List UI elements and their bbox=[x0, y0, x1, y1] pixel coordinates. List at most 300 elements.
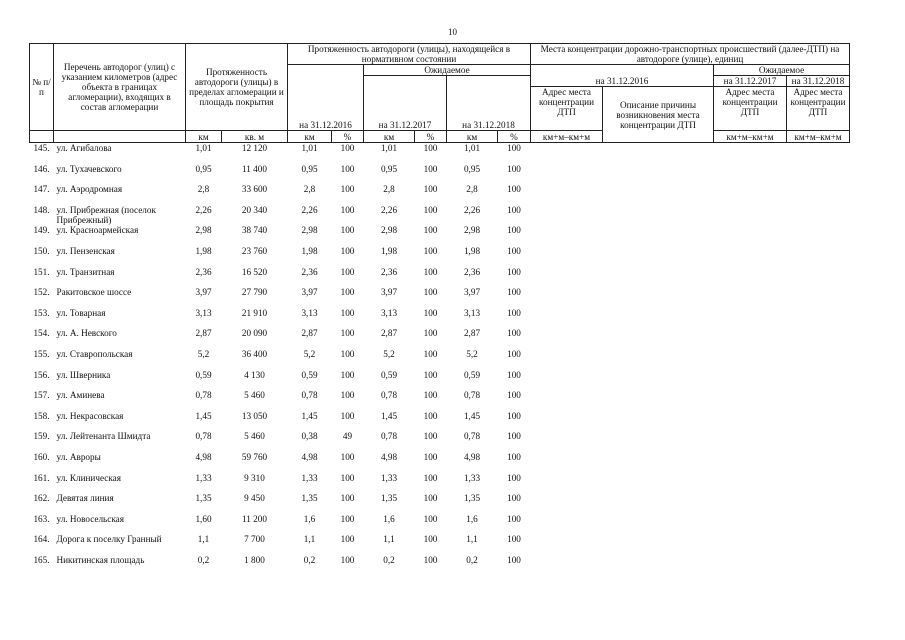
area-sqm: 7 700 bbox=[244, 534, 265, 545]
road-name: ул. Пензенская bbox=[56, 245, 115, 256]
pct-2016: 100 bbox=[340, 225, 355, 236]
row-number: 155. bbox=[33, 348, 50, 359]
dtp-empty-cell bbox=[787, 287, 850, 308]
km-2017: 1,33 bbox=[380, 472, 398, 483]
pct-2018: 100 bbox=[507, 513, 521, 524]
km-2016: 1,35 bbox=[301, 493, 318, 504]
dtp-empty-cell bbox=[714, 246, 787, 267]
area-sqm: 38 740 bbox=[241, 225, 268, 236]
km-2016: 1,98 bbox=[301, 245, 318, 256]
header-dtp-2018: на 31.12.2018 bbox=[787, 76, 850, 87]
unit-empty-num bbox=[30, 131, 54, 143]
pct-2016: 100 bbox=[340, 410, 355, 421]
area-sqm: 20 090 bbox=[241, 328, 268, 339]
pct-2017: 100 bbox=[423, 369, 438, 380]
dtp-empty-cell bbox=[603, 143, 714, 164]
road-name: Девятая линия bbox=[56, 493, 114, 504]
road-name: ул. Транзитная bbox=[56, 266, 115, 277]
area-sqm: 11 200 bbox=[242, 513, 267, 524]
header-norm-expected: Ожидаемое bbox=[364, 65, 531, 76]
pct-2017: 100 bbox=[423, 472, 438, 483]
pct-2018: 100 bbox=[507, 554, 521, 565]
pct-2018: 100 bbox=[507, 225, 521, 236]
row-number: 157. bbox=[33, 390, 50, 401]
table-row bbox=[30, 308, 850, 329]
pct-2018: 100 bbox=[507, 204, 521, 215]
table-row bbox=[30, 493, 850, 514]
km-2018: 3,13 bbox=[463, 307, 481, 318]
area-sqm: 9 450 bbox=[244, 493, 265, 504]
table-row bbox=[30, 431, 850, 452]
area-sqm: 13 050 bbox=[241, 410, 268, 421]
km-2016: 0,2 bbox=[303, 554, 316, 565]
road-name: ул. Лейтенанта Шмидта bbox=[56, 431, 151, 442]
dtp-empty-cell bbox=[531, 534, 603, 555]
dtp-empty-cell bbox=[714, 143, 787, 164]
area-sqm: 5 460 bbox=[244, 431, 265, 442]
dtp-empty-cell bbox=[603, 534, 714, 555]
length-km: 0,78 bbox=[195, 390, 212, 401]
table-body bbox=[30, 143, 850, 576]
dtp-empty-cell bbox=[787, 143, 850, 164]
dtp-empty-cell bbox=[531, 493, 603, 514]
row-number: 147. bbox=[33, 184, 50, 195]
km-2018: 0,78 bbox=[463, 431, 481, 442]
unit-km-2017: км bbox=[364, 131, 415, 143]
pct-2018: 100 bbox=[507, 431, 521, 442]
dtp-empty-cell bbox=[714, 205, 787, 226]
dtp-empty-cell bbox=[787, 411, 850, 432]
dtp-empty-cell bbox=[787, 267, 850, 288]
km-2017: 2,87 bbox=[380, 328, 398, 339]
dtp-empty-cell bbox=[787, 555, 850, 576]
pct-2016: 100 bbox=[340, 513, 355, 524]
pct-2017: 100 bbox=[423, 493, 438, 504]
table-row bbox=[30, 184, 850, 205]
km-2016: 3,13 bbox=[301, 307, 318, 318]
dtp-empty-cell bbox=[603, 164, 714, 185]
table-row bbox=[30, 390, 850, 411]
unit-range-2018: км+м–км+м bbox=[787, 131, 850, 143]
pct-2018: 100 bbox=[507, 493, 521, 504]
road-name: Ракитовское шоссе bbox=[56, 287, 132, 298]
pct-2018: 100 bbox=[507, 369, 521, 380]
dtp-empty-cell bbox=[603, 555, 714, 576]
header-dtp-address-2016: Адрес места концентрации ДТП bbox=[531, 87, 603, 131]
pct-2016: 100 bbox=[340, 493, 355, 504]
dtp-empty-cell bbox=[603, 225, 714, 246]
header-norm-2016: на 31.12.2016 bbox=[288, 65, 364, 131]
area-sqm: 23 760 bbox=[241, 245, 268, 256]
dtp-empty-cell bbox=[787, 473, 850, 494]
table-row bbox=[30, 287, 850, 308]
dtp-empty-cell bbox=[531, 452, 603, 473]
km-2017: 1,1 bbox=[383, 534, 395, 545]
dtp-empty-cell bbox=[531, 431, 603, 452]
dtp-empty-cell bbox=[603, 411, 714, 432]
pct-2018: 100 bbox=[507, 472, 521, 483]
table-row bbox=[30, 534, 850, 555]
km-2016: 0,38 bbox=[301, 431, 318, 442]
pct-2017: 100 bbox=[423, 554, 438, 565]
pct-2017: 100 bbox=[423, 348, 438, 359]
km-2018: 0,78 bbox=[463, 390, 481, 401]
km-2018: 2,36 bbox=[463, 266, 481, 277]
pct-2018: 100 bbox=[507, 143, 521, 153]
length-km: 5,2 bbox=[197, 348, 210, 359]
length-km: 3,97 bbox=[195, 287, 212, 298]
pct-2017: 100 bbox=[423, 410, 438, 421]
dtp-empty-cell bbox=[531, 349, 603, 370]
length-km: 1,45 bbox=[195, 410, 212, 421]
pct-2016: 100 bbox=[340, 369, 355, 380]
km-2016: 5,2 bbox=[303, 348, 316, 359]
pct-2018: 100 bbox=[507, 348, 521, 359]
length-km: 3,13 bbox=[195, 307, 212, 318]
km-2017: 1,98 bbox=[380, 245, 398, 256]
length-km: 1,60 bbox=[195, 513, 212, 524]
km-2018: 2,87 bbox=[463, 328, 481, 339]
unit-km-2016: км bbox=[288, 131, 332, 143]
dtp-empty-cell bbox=[603, 328, 714, 349]
pct-2018: 100 bbox=[507, 328, 521, 339]
road-name: ул. Аминева bbox=[56, 390, 105, 401]
pct-2018: 100 bbox=[507, 266, 521, 277]
pct-2016: 100 bbox=[340, 390, 355, 401]
km-2018: 0,95 bbox=[463, 163, 481, 174]
pct-2018: 100 bbox=[507, 410, 521, 421]
pct-2018: 100 bbox=[507, 534, 521, 545]
dtp-empty-cell bbox=[714, 452, 787, 473]
dtp-empty-cell bbox=[787, 184, 850, 205]
header-dtp: Места концентрации дорожно-транспортных происшествий (далее-ДТП) на автодороге (улице), единиц bbox=[531, 44, 850, 65]
pct-2017: 100 bbox=[423, 390, 438, 401]
km-2016: 0,78 bbox=[301, 390, 318, 401]
dtp-empty-cell bbox=[603, 308, 714, 329]
dtp-empty-cell bbox=[531, 143, 603, 164]
dtp-empty-cell bbox=[603, 452, 714, 473]
dtp-empty-cell bbox=[787, 164, 850, 185]
km-2016: 1,45 bbox=[301, 410, 318, 421]
area-sqm: 12 120 bbox=[241, 143, 268, 153]
km-2018: 1,98 bbox=[463, 245, 481, 256]
km-2017: 2,98 bbox=[380, 225, 398, 236]
road-name: Никитинская площадь bbox=[56, 554, 145, 565]
table-row bbox=[30, 514, 850, 535]
km-2018: 1,33 bbox=[463, 472, 481, 483]
pct-2017: 100 bbox=[423, 184, 438, 195]
dtp-empty-cell bbox=[714, 534, 787, 555]
table-row bbox=[30, 473, 850, 494]
row-number: 154. bbox=[33, 328, 50, 339]
length-km: 2,98 bbox=[195, 225, 212, 236]
pct-2016: 100 bbox=[340, 554, 355, 565]
pct-2018: 100 bbox=[507, 245, 521, 256]
km-2017: 5,2 bbox=[383, 348, 395, 359]
length-km: 0,95 bbox=[195, 163, 212, 174]
pct-2016: 100 bbox=[340, 451, 355, 462]
table-row bbox=[30, 370, 850, 391]
road-name: ул. Новосельская bbox=[56, 513, 124, 524]
area-sqm: 33 600 bbox=[241, 184, 268, 195]
pct-2018: 100 bbox=[507, 287, 521, 298]
header-length: Протяженность автодороги (улицы) в пределах агломерации и площадь покрытия bbox=[186, 44, 288, 131]
km-2017: 0,78 bbox=[380, 431, 398, 442]
road-name: ул. Тухачевского bbox=[56, 163, 122, 174]
road-name: ул. Аэродромная bbox=[56, 184, 123, 195]
dtp-empty-cell bbox=[714, 328, 787, 349]
km-2018: 1,01 bbox=[463, 143, 481, 153]
road-name: ул. Некрасовская bbox=[56, 410, 124, 421]
header-dtp-address-2018: Адрес места концентрации ДТП bbox=[787, 87, 850, 131]
km-2017: 1,45 bbox=[380, 410, 398, 421]
area-sqm: 5 460 bbox=[244, 390, 265, 401]
km-2018: 0,59 bbox=[463, 369, 481, 380]
dtp-empty-cell bbox=[603, 473, 714, 494]
km-2017: 2,36 bbox=[380, 266, 398, 277]
pct-2017: 100 bbox=[423, 513, 438, 524]
km-2018: 5,2 bbox=[466, 348, 478, 359]
km-2016: 3,97 bbox=[301, 287, 318, 298]
km-2017: 0,59 bbox=[380, 369, 398, 380]
row-number: 163. bbox=[33, 513, 50, 524]
dtp-empty-cell bbox=[531, 164, 603, 185]
table-row bbox=[30, 411, 850, 432]
km-2018: 3,97 bbox=[463, 287, 481, 298]
table-row bbox=[30, 267, 850, 288]
row-number: 146. bbox=[33, 163, 50, 174]
table-row bbox=[30, 225, 850, 246]
area-sqm: 36 400 bbox=[241, 348, 268, 359]
pct-2018: 100 bbox=[507, 307, 521, 318]
unit-range-2017: км+м–км+м bbox=[714, 131, 787, 143]
km-2018: 1,1 bbox=[466, 534, 478, 545]
dtp-empty-cell bbox=[714, 370, 787, 391]
km-2018: 1,45 bbox=[463, 410, 481, 421]
pct-2017: 100 bbox=[423, 163, 438, 174]
km-2017: 1,01 bbox=[380, 143, 398, 153]
length-km: 2,87 bbox=[195, 328, 212, 339]
dtp-empty-cell bbox=[787, 431, 850, 452]
dtp-empty-cell bbox=[714, 390, 787, 411]
area-sqm: 27 790 bbox=[241, 287, 268, 298]
km-2018: 0,2 bbox=[466, 554, 478, 565]
km-2016: 2,8 bbox=[303, 184, 316, 195]
km-2016: 4,98 bbox=[301, 451, 318, 462]
pct-2016: 100 bbox=[340, 287, 355, 298]
table-row bbox=[30, 143, 850, 164]
dtp-empty-cell bbox=[531, 370, 603, 391]
header-dtp-address-2017: Адрес места концентрации ДТП bbox=[714, 87, 787, 131]
dtp-empty-cell bbox=[714, 267, 787, 288]
dtp-empty-cell bbox=[787, 225, 850, 246]
dtp-empty-cell bbox=[531, 555, 603, 576]
pct-2016: 100 bbox=[340, 184, 355, 195]
dtp-empty-cell bbox=[714, 411, 787, 432]
length-km: 0,78 bbox=[195, 431, 212, 442]
length-km: 1,01 bbox=[195, 143, 212, 153]
dtp-empty-cell bbox=[531, 390, 603, 411]
km-2017: 0,78 bbox=[380, 390, 398, 401]
dtp-empty-cell bbox=[531, 287, 603, 308]
dtp-empty-cell bbox=[603, 390, 714, 411]
row-number: 152. bbox=[33, 287, 50, 298]
table-row bbox=[30, 328, 850, 349]
dtp-empty-cell bbox=[531, 267, 603, 288]
km-2018: 2,98 bbox=[463, 225, 481, 236]
road-name: ул. А. Невского bbox=[56, 328, 117, 339]
roads-table bbox=[29, 43, 850, 575]
road-name: ул. Товарная bbox=[56, 307, 106, 318]
dtp-empty-cell bbox=[787, 493, 850, 514]
pct-2016: 49 bbox=[342, 431, 353, 442]
unit-range-2016: км+м–км+м bbox=[531, 131, 603, 143]
dtp-empty-cell bbox=[531, 205, 603, 226]
pct-2017: 100 bbox=[423, 266, 438, 277]
pct-2017: 100 bbox=[423, 328, 438, 339]
length-km: 2,8 bbox=[197, 184, 210, 195]
header-norm-2018: на 31.12.2018 bbox=[447, 76, 531, 131]
header-num: № п/п bbox=[30, 44, 54, 131]
dtp-empty-cell bbox=[787, 246, 850, 267]
road-name: ул. Агибалова bbox=[56, 143, 112, 153]
row-number: 145. bbox=[33, 143, 50, 153]
km-2018: 1,35 bbox=[463, 493, 481, 504]
pct-2017: 100 bbox=[423, 307, 438, 318]
road-name: ул. Красноармейская bbox=[56, 225, 139, 236]
area-sqm: 9 310 bbox=[244, 472, 265, 483]
dtp-empty-cell bbox=[787, 328, 850, 349]
area-sqm: 11 400 bbox=[242, 163, 267, 174]
header-road-list: Перечень автодорог (улиц) с указанием километров (адрес объекта в границах агломерации), входящих в состав агломерации bbox=[54, 44, 186, 131]
pct-2017: 100 bbox=[423, 204, 438, 215]
km-2016: 0,95 bbox=[301, 163, 318, 174]
dtp-empty-cell bbox=[531, 514, 603, 535]
header-normative: Протяженность автодороги (улицы), находящейся в нормативном состоянии bbox=[288, 44, 531, 65]
dtp-empty-cell bbox=[603, 370, 714, 391]
km-2018: 1,6 bbox=[466, 513, 478, 524]
km-2017: 2,8 bbox=[383, 184, 395, 195]
area-sqm: 20 340 bbox=[241, 204, 268, 215]
pct-2017: 100 bbox=[423, 431, 438, 442]
dtp-empty-cell bbox=[531, 328, 603, 349]
table-row bbox=[30, 246, 850, 267]
dtp-empty-cell bbox=[714, 164, 787, 185]
pct-2017: 100 bbox=[423, 143, 438, 153]
km-2018: 2,26 bbox=[463, 204, 481, 215]
dtp-empty-cell bbox=[787, 390, 850, 411]
road-name: ул. Шверника bbox=[56, 369, 111, 380]
dtp-empty-cell bbox=[787, 514, 850, 535]
dtp-empty-cell bbox=[714, 184, 787, 205]
area-sqm: 16 520 bbox=[241, 266, 268, 277]
road-name: ул. Авроры bbox=[56, 451, 101, 462]
row-number: 165. bbox=[33, 554, 50, 565]
km-2017: 2,26 bbox=[380, 204, 398, 215]
unit-sqm: кв. м bbox=[222, 131, 288, 143]
pct-2016: 100 bbox=[340, 472, 355, 483]
row-number: 148. bbox=[33, 204, 50, 215]
dtp-empty-cell bbox=[714, 287, 787, 308]
row-number: 162. bbox=[33, 493, 50, 504]
road-name: ул. Клиническая bbox=[56, 472, 121, 483]
dtp-empty-cell bbox=[531, 225, 603, 246]
length-km: 0,2 bbox=[197, 554, 210, 565]
unit-km-2018: км bbox=[447, 131, 498, 143]
km-2016: 1,01 bbox=[301, 143, 318, 153]
km-2016: 2,98 bbox=[301, 225, 318, 236]
unit-km: км bbox=[186, 131, 222, 143]
km-2017: 1,35 bbox=[380, 493, 398, 504]
unit-empty-name bbox=[54, 131, 186, 143]
table-row bbox=[30, 349, 850, 370]
km-2016: 2,36 bbox=[301, 266, 318, 277]
km-2016: 0,59 bbox=[301, 369, 318, 380]
row-number: 156. bbox=[33, 369, 50, 380]
km-2017: 0,2 bbox=[383, 554, 395, 565]
dtp-empty-cell bbox=[603, 267, 714, 288]
dtp-empty-cell bbox=[787, 349, 850, 370]
km-2017: 3,13 bbox=[380, 307, 398, 318]
row-number: 160. bbox=[33, 451, 50, 462]
dtp-empty-cell bbox=[603, 493, 714, 514]
pct-2016: 100 bbox=[340, 348, 355, 359]
road-name: ул. Ставропольская bbox=[56, 348, 133, 359]
km-2018: 2,8 bbox=[466, 184, 478, 195]
pct-2016: 100 bbox=[340, 143, 355, 153]
dtp-empty-cell bbox=[531, 411, 603, 432]
km-2017: 1,6 bbox=[383, 513, 395, 524]
pct-2016: 100 bbox=[340, 163, 355, 174]
km-2016: 1,6 bbox=[303, 513, 316, 524]
pct-2018: 100 bbox=[507, 184, 521, 195]
header-dtp-expected: Ожидаемое bbox=[714, 65, 850, 76]
dtp-empty-cell bbox=[714, 225, 787, 246]
km-2016: 1,33 bbox=[301, 472, 318, 483]
row-number: 149. bbox=[33, 225, 50, 236]
table-row bbox=[30, 205, 850, 226]
dtp-empty-cell bbox=[603, 514, 714, 535]
km-2016: 2,87 bbox=[301, 328, 318, 339]
km-2016: 2,26 bbox=[301, 204, 318, 215]
length-km: 1,98 bbox=[195, 245, 212, 256]
row-number: 158. bbox=[33, 410, 50, 421]
dtp-empty-cell bbox=[603, 431, 714, 452]
pct-2017: 100 bbox=[423, 287, 438, 298]
pct-2017: 100 bbox=[423, 245, 438, 256]
unit-pct-2018: % bbox=[498, 131, 531, 143]
pct-2017: 100 bbox=[423, 225, 438, 236]
header-norm-2017: на 31.12.2017 bbox=[364, 76, 447, 131]
dtp-empty-cell bbox=[787, 452, 850, 473]
row-number: 151. bbox=[33, 266, 50, 277]
table-row bbox=[30, 164, 850, 185]
pct-2018: 100 bbox=[507, 451, 521, 462]
dtp-empty-cell bbox=[531, 246, 603, 267]
page-number: 10 bbox=[448, 27, 457, 37]
km-2017: 4,98 bbox=[380, 451, 398, 462]
length-km: 2,26 bbox=[195, 204, 212, 215]
area-sqm: 59 760 bbox=[241, 451, 268, 462]
dtp-empty-cell bbox=[603, 184, 714, 205]
row-number: 159. bbox=[33, 431, 50, 442]
pct-2018: 100 bbox=[507, 390, 521, 401]
area-sqm: 21 910 bbox=[241, 307, 268, 318]
dtp-empty-cell bbox=[714, 473, 787, 494]
km-2017: 0,95 bbox=[380, 163, 398, 174]
dtp-empty-cell bbox=[714, 308, 787, 329]
area-sqm: 4 130 bbox=[244, 369, 265, 380]
